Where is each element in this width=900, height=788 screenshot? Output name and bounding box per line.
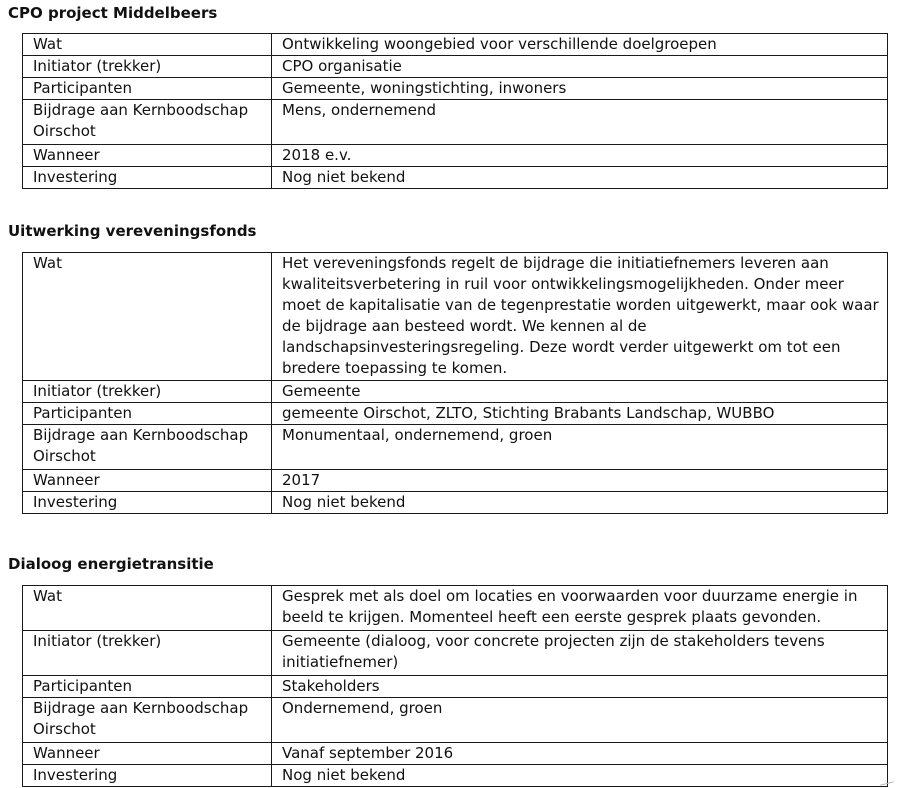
row-label: Investering (23, 167, 272, 189)
row-label: Wanneer (23, 470, 272, 492)
row-value: Gemeente, woningstichting, inwoners (272, 78, 888, 100)
row-value: Ontwikkeling woongebied voor verschillende doelgroepen (272, 34, 888, 56)
table-row (23, 631, 888, 676)
row-label: Investering (23, 765, 272, 787)
row-label: Initiator (trekker) (23, 631, 272, 676)
row-label: Bijdrage aan Kernboodschap Oirschot (23, 100, 272, 145)
row-label: Wanneer (23, 743, 272, 765)
table-row (23, 381, 888, 403)
table-row (23, 586, 888, 631)
row-value: Gemeente (272, 381, 888, 403)
row-value: Gemeente (dialoog, voor concrete projecten zijn de stakeholders tevens initiatiefnemer) (272, 631, 888, 676)
table-row (23, 425, 888, 470)
table-energietransitie (22, 585, 888, 787)
row-label: Bijdrage aan Kernboodschap Oirschot (23, 698, 272, 743)
table-row (23, 765, 888, 787)
row-label: Initiator (trekker) (23, 56, 272, 78)
row-value: 2018 e.v. (272, 145, 888, 167)
row-value: Het vereveningsfonds regelt de bijdrage die initiatiefnemers leveren aan kwaliteitsverbetering in ruil voor ontwikkelingsmogelijkheden. Onder meer moet de kapitalisatie van de tegenprestatie worden uitgewerkt, maar ook waar de bijdrage aan besteed wordt. We kennen al de landschapsinvesteringsregeling. Deze wordt verder uitgewerkt om tot een bredere toepassing te komen. (272, 253, 888, 381)
table-row (23, 470, 888, 492)
table-row (23, 56, 888, 78)
table-row (23, 743, 888, 765)
row-value: CPO organisatie (272, 56, 888, 78)
row-value: gemeente Oirschot, ZLTO, Stichting Brabants Landschap, WUBBO (272, 403, 888, 425)
table-row (23, 34, 888, 56)
row-label: Initiator (trekker) (23, 381, 272, 403)
row-label: Wat (23, 34, 272, 56)
table-row (23, 100, 888, 145)
row-value: Ondernemend, groen (272, 698, 888, 743)
row-label: Wat (23, 253, 272, 381)
row-label: Bijdrage aan Kernboodschap Oirschot (23, 425, 272, 470)
row-label: Investering (23, 492, 272, 514)
table-row (23, 403, 888, 425)
table-row (23, 78, 888, 100)
row-label: Participanten (23, 676, 272, 698)
row-value: Nog niet bekend (272, 765, 888, 787)
row-label: Wat (23, 586, 272, 631)
table-row (23, 676, 888, 698)
section-title-vereveningsfonds: Uitwerking vereveningsfonds (8, 222, 257, 240)
row-value: Nog niet bekend (272, 167, 888, 189)
section-title-energietransitie: Dialoog energietransitie (8, 555, 214, 573)
row-value: Monumentaal, ondernemend, groen (272, 425, 888, 470)
row-value: Mens, ondernemend (272, 100, 888, 145)
table-row (23, 145, 888, 167)
row-value: Stakeholders (272, 676, 888, 698)
row-value: Vanaf september 2016 (272, 743, 888, 765)
table-row (23, 492, 888, 514)
table-row (23, 253, 888, 381)
table-cpo-project (22, 33, 888, 189)
table-row (23, 698, 888, 743)
table-row (23, 167, 888, 189)
row-value: 2017 (272, 470, 888, 492)
row-value: Gesprek met als doel om locaties en voorwaarden voor duurzame energie in beeld te krijgen. Momenteel heeft een eerste gesprek plaats gevonden. (272, 586, 888, 631)
table-vereveningsfonds (22, 252, 888, 514)
row-label: Participanten (23, 78, 272, 100)
row-value: Nog niet bekend (272, 492, 888, 514)
row-label: Wanneer (23, 145, 272, 167)
section-title-cpo-project: CPO project Middelbeers (8, 4, 218, 22)
row-label: Participanten (23, 403, 272, 425)
